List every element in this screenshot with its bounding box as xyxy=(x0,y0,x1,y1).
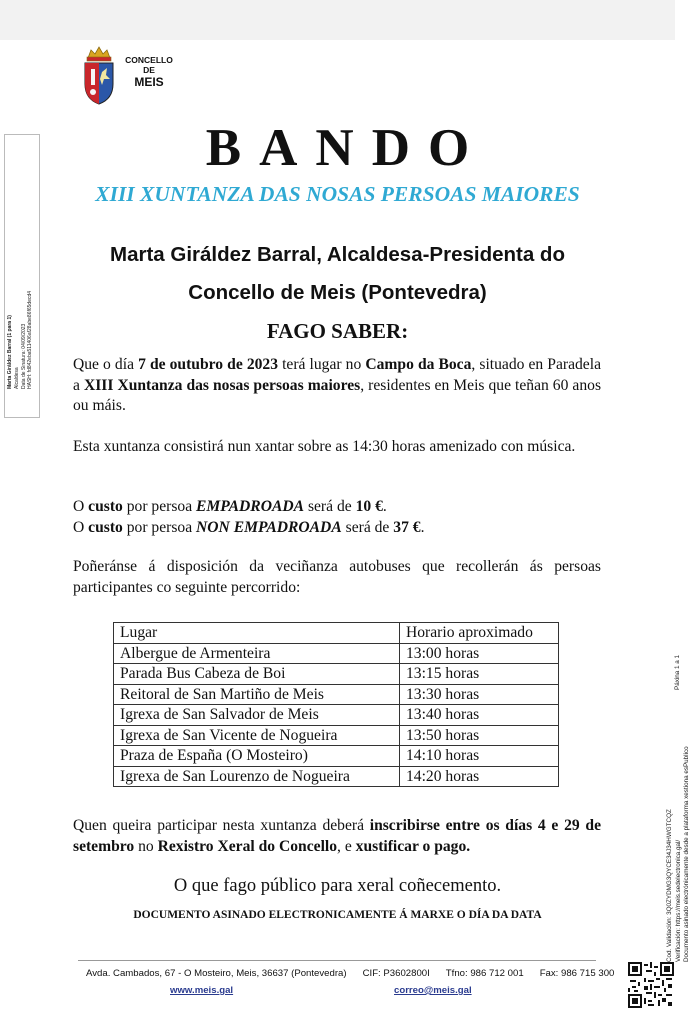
p5-text: , e xyxy=(337,837,356,855)
route-time: 14:20 horas xyxy=(400,766,559,787)
route-place: Igrexa de San Lourenzo de Nogueira xyxy=(114,766,400,787)
table-row xyxy=(114,746,559,767)
route-time: 13:00 horas xyxy=(400,643,559,664)
footer-fax: Fax: 986 715 300 xyxy=(539,968,615,979)
closing-statement: O que fago público para xeral coñecemento. xyxy=(173,876,502,896)
validation-platform: Documento asinado electrónicamente desde a plataforma xestiona esPublico xyxy=(683,746,690,962)
footer-divider xyxy=(78,960,596,961)
route-time: 13:15 horas xyxy=(400,664,559,685)
footer-address: Avda. Cambados, 67 - O Mosteiro, Meis, 36637 (Pontevedra) xyxy=(86,968,347,979)
paragraph-registration xyxy=(73,816,601,857)
logo-line2: DE xyxy=(143,64,155,75)
stamp-date: Data de Sinatura: 04/09/2023 xyxy=(20,323,27,389)
validation-url: Verificación: https://meis.sedelectronica.gal/ xyxy=(674,839,682,962)
paragraph-buses: Poñeránse á disposición da veciñanza autobuses que recollerán ás persoas participantes co seguinte percorrido: xyxy=(73,558,601,596)
footer-cif: CIF: P3602800I xyxy=(362,968,430,979)
paragraph-event xyxy=(73,355,601,417)
table-header-row xyxy=(114,623,559,644)
cost-text: por persoa xyxy=(122,518,197,536)
logo-line1: CONCELLO xyxy=(125,55,173,65)
route-place: Parada Bus Cabeza de Boi xyxy=(114,664,400,685)
footer-phone: Tfno: 986 712 001 xyxy=(445,968,524,979)
route-place: Albergue de Armenteira xyxy=(114,643,400,664)
mayor-heading xyxy=(0,236,675,312)
p1-text: terá lugar no xyxy=(278,356,366,373)
p5-registry: Rexistro Xeral do Concello xyxy=(157,837,338,855)
fago-saber-heading: FAGO SABER: xyxy=(266,319,409,343)
p1-date: 7 de outubro de 2023 xyxy=(138,356,279,373)
table-row xyxy=(114,766,559,787)
email-link[interactable]: correo@meis.gal xyxy=(394,985,472,996)
cost-amount: 10 € xyxy=(355,498,383,515)
signed-notice: DOCUMENTO ASINADO ELECTRONICAMENTE Á MARXE O DÍA DA DATA xyxy=(133,909,542,921)
p5-payment: xustificar o pago. xyxy=(355,837,471,855)
website-link[interactable]: www.meis.gal xyxy=(170,985,234,996)
cost-text: será de xyxy=(341,518,394,536)
p1-place: Campo da Boca xyxy=(365,356,472,373)
route-place: Igrexa de San Vicente de Nogueira xyxy=(114,725,400,746)
page-title: BANDO xyxy=(205,119,488,177)
validation-code: Cod. Validación: 3Q0ZYDMG3QYCE34J34HWGTCQZ xyxy=(666,809,673,962)
route-place: Praza de España (O Mosteiro) xyxy=(114,746,400,767)
table-header-place: Lugar xyxy=(114,623,400,644)
cost-label: custo xyxy=(88,498,123,515)
route-time: 14:10 horas xyxy=(400,746,559,767)
logo-text xyxy=(118,56,180,89)
logo-line3: MEIS xyxy=(134,74,164,89)
route-time: 13:50 horas xyxy=(400,725,559,746)
cost-text: . xyxy=(382,498,387,515)
p5-text: Quen queira participar nesta xuntanza deberá xyxy=(73,817,370,834)
validation-page: Páxina 1 a 1 xyxy=(674,654,681,690)
paragraph-costs xyxy=(73,497,601,538)
mayor-line2: Concello de Meis (Pontevedra) xyxy=(188,281,487,304)
p1-event-name: XIII Xuntanza das nosas persoas maiores xyxy=(83,376,361,394)
cost-text: por persoa xyxy=(122,498,197,515)
stamp-role: Alcaldesa xyxy=(13,367,20,389)
qr-code-icon xyxy=(628,962,674,1008)
cost-category: NON EMPADROADA xyxy=(196,518,342,536)
coat-of-arms-icon xyxy=(82,44,116,106)
page-subtitle: XIII XUNTANZA DAS NOSAS PERSOAS MAIORES xyxy=(95,182,580,206)
paragraph-lunch: Esta xuntanza consistirá nun xantar sobre as 14:30 horas amenizado con música. xyxy=(73,438,576,455)
footer-contact xyxy=(78,967,615,981)
mayor-line1: Marta Giráldez Barral, Alcaldesa-Presidenta do xyxy=(110,243,565,266)
top-band xyxy=(0,0,675,40)
route-time: 13:30 horas xyxy=(400,684,559,705)
p5-dates: inscribirse entre os días 4 e 29 de setembro xyxy=(73,817,601,855)
p1-text: , residentes en Meis que teñan 60 anos ou máis. xyxy=(73,376,602,414)
concello-logo xyxy=(80,44,180,106)
table-row xyxy=(114,643,559,664)
p1-text: Que o día xyxy=(73,356,139,373)
p1-text: , situado en Paradela a xyxy=(73,356,601,394)
p5-text: no xyxy=(134,837,158,855)
table-row xyxy=(114,664,559,685)
table-row xyxy=(114,684,559,705)
cost-text: será de xyxy=(304,498,356,515)
cost-text: O xyxy=(73,518,89,536)
stamp-hash: HASH: fd842eba511406af28abe86f65decd4 xyxy=(27,290,34,389)
cost-non-registered xyxy=(73,518,601,539)
stamp-signer: Marta Giráldez Barral (1 para 1) xyxy=(7,315,13,389)
cost-text: . xyxy=(420,518,425,536)
route-table xyxy=(113,622,559,787)
route-place: Igrexa de San Salvador de Meis xyxy=(114,705,400,726)
table-row xyxy=(114,725,559,746)
cost-label: custo xyxy=(88,518,123,536)
cost-text: O xyxy=(73,498,89,515)
cost-amount: 37 € xyxy=(393,518,421,536)
route-place: Reitoral de San Martiño de Meis xyxy=(114,684,400,705)
cost-registered xyxy=(73,497,601,518)
table-row xyxy=(114,705,559,726)
table-header-time: Horario aproximado xyxy=(400,623,559,644)
route-time: 13:40 horas xyxy=(400,705,559,726)
cost-category: EMPADROADA xyxy=(196,498,305,515)
